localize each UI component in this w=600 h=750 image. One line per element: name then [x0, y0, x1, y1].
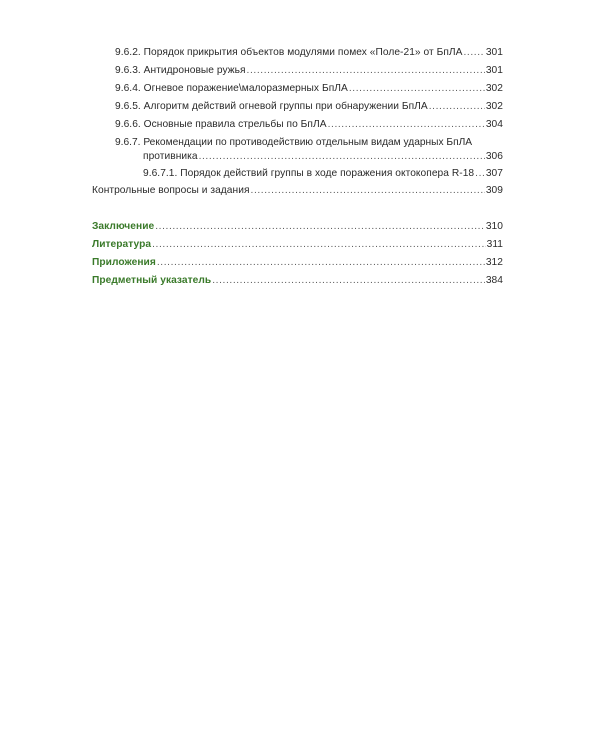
toc-entry-page: 311	[486, 239, 503, 250]
toc-leader-dots	[464, 46, 485, 60]
toc-entry-page: 302	[485, 101, 503, 112]
toc-entry-title: 9.6.5. Алгоритм действий огневой группы при обнаружении БпЛА	[115, 101, 428, 112]
toc-entry-title: 9.6.4. Огневое поражение\малоразмерных БпЛА	[115, 83, 348, 94]
toc-leader-dots	[212, 274, 485, 288]
toc-entry-page: 301	[485, 65, 503, 76]
toc-entry-control-questions[interactable]	[92, 184, 503, 198]
toc-entry-9-6-5[interactable]	[115, 100, 503, 114]
toc-entry-conclusion[interactable]	[92, 220, 503, 234]
toc-entry-subject-index[interactable]	[92, 274, 503, 288]
toc-entry-page: 304	[485, 119, 503, 130]
toc-entry-title-line2: противника	[143, 151, 198, 162]
toc-entry-page: 310	[485, 221, 503, 232]
toc-leader-dots	[349, 82, 485, 96]
toc-leader-dots	[328, 118, 485, 132]
toc-leader-dots	[199, 150, 485, 164]
toc-leader-dots	[155, 220, 485, 234]
toc-leader-dots	[429, 100, 485, 114]
toc-entry-title: Заключение	[92, 221, 155, 232]
toc-entry-page: 302	[485, 83, 503, 94]
toc-entry-title: Контрольные вопросы и задания	[92, 185, 250, 196]
toc-entry-title: Приложения	[92, 257, 156, 268]
toc-leader-dots	[247, 64, 485, 78]
toc-entry-9-6-3[interactable]	[115, 64, 503, 78]
toc-entry-appendices[interactable]	[92, 256, 503, 270]
toc-entry-page: 384	[485, 275, 503, 286]
toc-entry-title: 9.6.6. Основные правила стрельбы по БпЛА	[115, 119, 327, 130]
toc-entry-title-line1: 9.6.7. Рекомендации по противодействию отдельным видам ударных БпЛА	[115, 137, 473, 148]
toc-entry-title: 9.6.7.1. Порядок действий группы в ходе поражения октокопера R-18	[143, 168, 475, 179]
toc-entry-page: 306	[485, 151, 503, 162]
toc-entry-page: 312	[485, 257, 503, 268]
toc-leader-dots	[475, 167, 485, 181]
toc-entry-title: 9.6.3. Антидроновые ружья	[115, 65, 246, 76]
toc-entry-9-6-7-1[interactable]	[143, 167, 503, 181]
toc-entry-9-6-4[interactable]	[115, 82, 503, 96]
toc-leader-dots	[251, 184, 485, 198]
toc-leader-dots	[152, 238, 485, 252]
toc-entry-title: 9.6.2. Порядок прикрытия объектов модулями помех «Поле-21» от БпЛА	[115, 47, 463, 58]
toc-entry-title: Предметный указатель	[92, 275, 212, 286]
toc-entry-9-6-7[interactable]	[115, 136, 503, 166]
toc-entry-page: 301	[485, 47, 503, 58]
toc-leader-dots	[157, 256, 485, 270]
toc-entry-literature[interactable]	[92, 238, 503, 252]
toc-entry-page: 307	[485, 168, 503, 179]
toc-entry-title: Литература	[92, 239, 152, 250]
toc-entry-9-6-6[interactable]	[115, 118, 503, 132]
toc-entry-9-6-2[interactable]	[115, 46, 503, 60]
toc-entry-page: 309	[485, 185, 503, 196]
